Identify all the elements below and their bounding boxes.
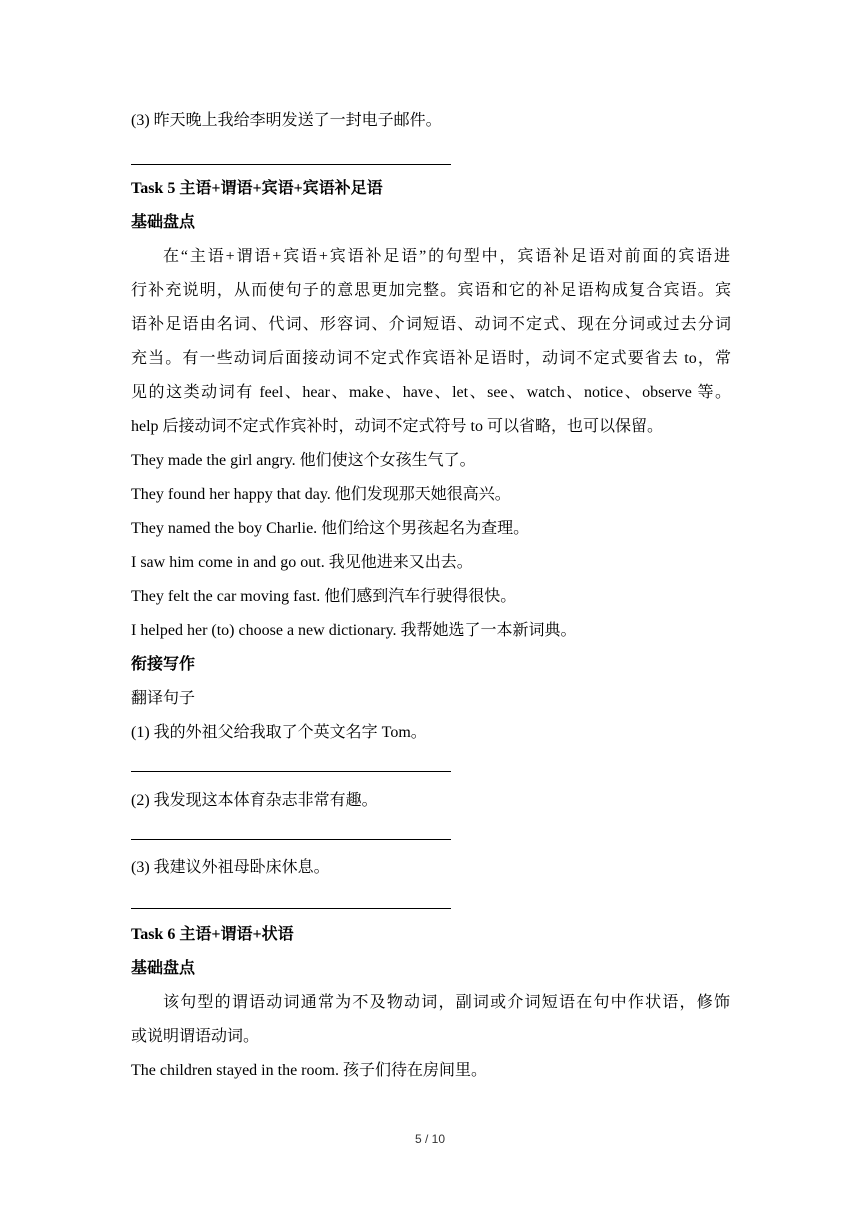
task6-paragraph-line: 该句型的谓语动词通常为不及物动词，副词或介词短语在句中作状语，修饰	[163, 994, 730, 1011]
task5-paragraph-line: 行补充说明，从而使句子的意思更加完整。宾语和它的补足语构成复合宾语。宾	[131, 282, 731, 299]
task5-writing-heading: 衔接写作	[131, 656, 196, 673]
translation-item-3-prev: (3) 昨天晚上我给李明发送了一封电子邮件。	[131, 112, 442, 129]
page-number: 5 / 10	[414, 1132, 446, 1146]
task5-heading: Task 5 主语+谓语+宾语+宾语补足语	[131, 180, 383, 197]
task5-paragraph-line: help 后接动词不定式作宾补时，动词不定式符号 to 可以省略，也可以保留。	[131, 418, 663, 435]
example-sentence: They found her happy that day. 他们发现那天她很高兴。	[131, 486, 511, 503]
example-sentence: They made the girl angry. 他们使这个女孩生气了。	[131, 452, 476, 469]
translation-item-2: (2) 我发现这本体育杂志非常有趣。	[131, 792, 378, 809]
task5-basics-heading: 基础盘点	[131, 214, 196, 231]
translate-label: 翻译句子	[131, 690, 196, 707]
example-sentence: I saw him come in and go out. 我见他进来又出去。	[131, 554, 473, 571]
example-sentence: They named the boy Charlie. 他们给这个男孩起名为查理。	[131, 520, 530, 537]
task6-basics-heading: 基础盘点	[131, 960, 196, 977]
example-sentence: They felt the car moving fast. 他们感到汽车行驶得很快。	[131, 588, 517, 605]
task6-paragraph-line: 或说明谓语动词。	[131, 1028, 260, 1045]
translation-item-1: (1) 我的外祖父给我取了个英文名字 Tom。	[131, 724, 427, 741]
answer-line	[131, 164, 451, 165]
example-sentence: I helped her (to) choose a new dictionary. 我帮她选了一本新词典。	[131, 622, 577, 639]
task5-paragraph-line: 见的这类动词有 feel、hear、make、have、let、see、watch、notice、observe 等。	[131, 384, 731, 401]
translation-item-3: (3) 我建议外祖母卧床休息。	[131, 859, 330, 876]
answer-line	[131, 908, 451, 909]
task5-paragraph-line: 语补足语由名词、代词、形容词、介词短语、动词不定式、现在分词或过去分词	[131, 316, 731, 333]
task5-paragraph-line: 充当。有一些动词后面接动词不定式作宾语补足语时，动词不定式要省去 to，常	[131, 350, 731, 367]
task6-heading: Task 6 主语+谓语+状语	[131, 926, 294, 943]
task5-paragraph-line: 在“主语+谓语+宾语+宾语补足语”的句型中，宾语补足语对前面的宾语进	[163, 248, 730, 265]
answer-line	[131, 839, 451, 840]
example-sentence: The children stayed in the room. 孩子们待在房间里。	[131, 1062, 487, 1079]
answer-line	[131, 771, 451, 772]
